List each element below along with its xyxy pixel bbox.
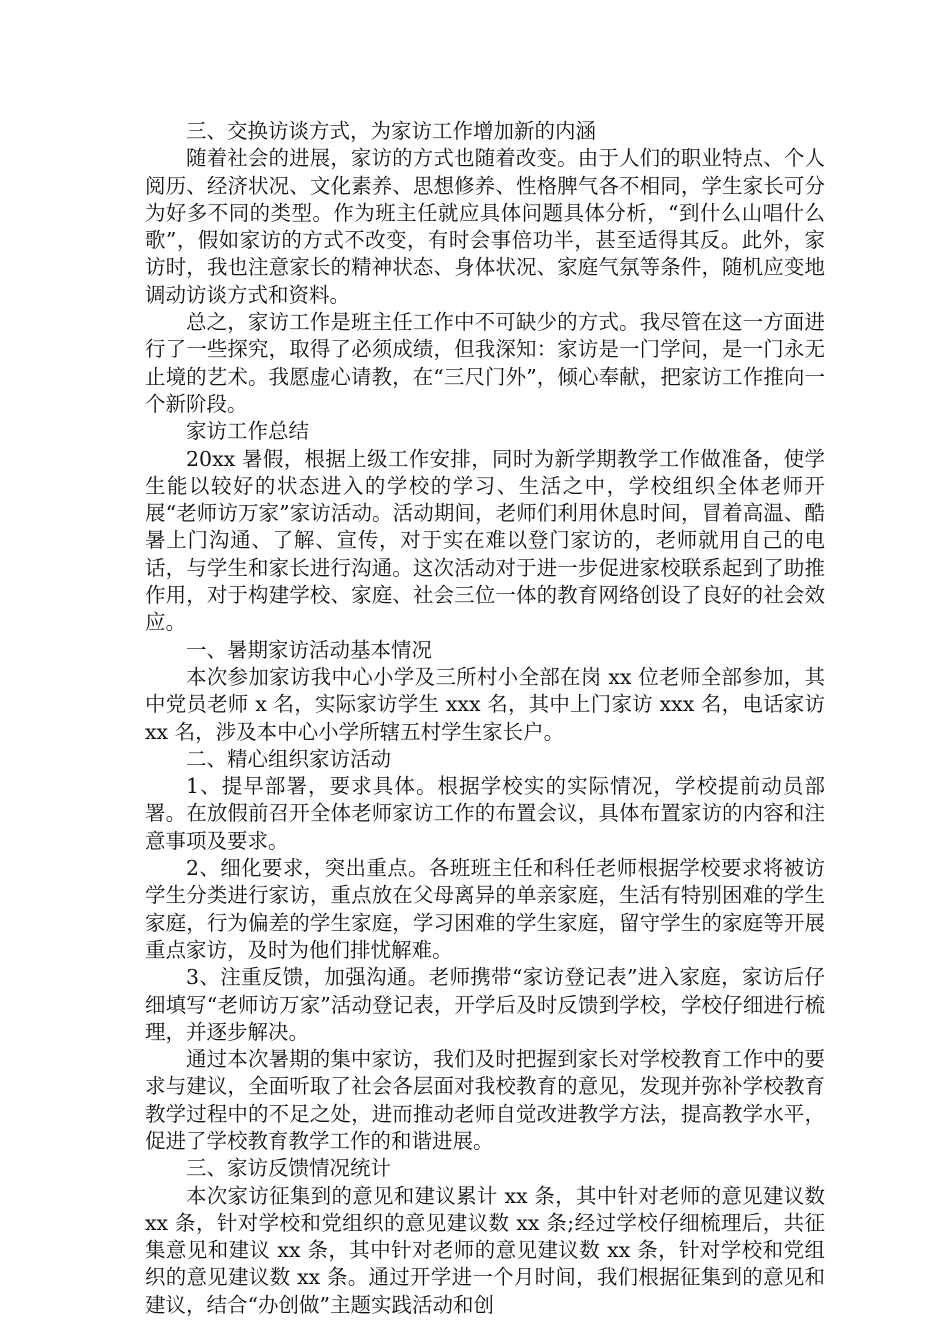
- paragraph-social-progress: 随着社会的进展，家访的方式也随着改变。由于人们的职业特点、个人阅历、经济状况、文化素养、思想修养、性格脾气各不相同，学生家长可分为好多不同的类型。作为班主任就应具体问题具体分析，“到什么山唱什么歌”，假如家访的方式不改变，有时会事倍功半，甚至适得其反。此外，家访时，我也注意家长的精神状态、身体状况、家庭气氛等条件，随机应变地调动访谈方式和资料。: [145, 146, 825, 307]
- paragraph-item-2: 2、细化要求，突出重点。各班班主任和科任老师根据学校要求将被访学生分类进行家访，重点放在父母离异的单亲家庭，生活有特别困难的学生家庭，行为偏差的学生家庭，学习困难的学生家庭，留守学生的家庭等开展重点家访，及时为他们排忧解难。: [145, 856, 825, 962]
- section-heading-exchange-interview: 三、交换访谈方式，为家访工作增加新的内涵: [186, 119, 596, 143]
- paragraph-item-1: 1、提早部署，要求具体。根据学校实的实际情况，学校提前动员部署。在放假前召开全体老师家访工作的布置会议，具体布置家访的内容和注意事项及要求。: [145, 774, 825, 853]
- paragraph-summary-conclusion: 总之，家访工作是班主任工作中不可缺少的方式。我尽管在这一方面进行了一些探究，取得了必须成绩，但我深知：家访是一门学问，是一门永无止境的艺术。我愿虚心请教，在“三尺门外”，倾心奉献，把家访工作推向一个新阶段。: [145, 310, 825, 416]
- paragraph-feedback-details: 本次家访征集到的意见和建议累计 xx 条，其中针对老师的意见建议数 xx 条，针对学校和党组织的意见建议数 xx 条;经过学校仔细梳理后，共征集意见和建议 xx 条，其中针对老师的意见建议数 xx 条，针对学校和党组织的意见建议数 xx 条。通过开学进一个月时间，我们根据征集到的意见和建议，结合“办创做”主题实践活动和创: [145, 1183, 825, 1317]
- paragraph-outcome: 通过本次暑期的集中家访，我们及时把握到家长对学校教育工作中的要求与建议，全面听取了社会各层面对我校教育的意见，发现并弥补学校教育教学过程中的不足之处，进而推动老师自觉改进教学方法，提高教学水平，促进了学校教育教学工作的和谐进展。: [145, 1047, 825, 1153]
- section-heading-organize-activity: 二、精心组织家访活动: [186, 746, 391, 771]
- document-title-home-visit-summary: 家访工作总结: [186, 419, 309, 444]
- paragraph-participation: 本次参加家访我中心小学及三所村小全部在岗 xx 位老师全部参加，其中党员老师 x 名，实际家访学生 xxx 名，其中上门家访 xxx 名，电话家访 xx 名，涉及本中心小学所辖五村学生家长户。: [145, 664, 825, 744]
- section-heading-feedback-stats: 三、家访反馈情况统计: [186, 1156, 391, 1181]
- section-heading-basic-situation: 一、暑期家访活动基本情况: [186, 637, 432, 662]
- paragraph-summer-intro: 20xx 暑假，根据上级工作安排，同时为新学期教学工作做准备，使学生能以较好的状态进入的学校的学习、生活之中，学校组织全体老师开展“老师访万家”家访活动。活动期间，老师们利用休息时间，冒着高温、酷暑上门沟通、了解、宣传，对于实在难以登门家访的，老师就用自己的电话，与学生和家长进行沟通。这次活动对于进一步促进家校联系起到了助推作用，对于构建学校、家庭、社会三位一体的教育网络创设了良好的社会效应。: [145, 446, 825, 635]
- document-page: [145, 118, 825, 1319]
- paragraph-item-3: 3、注重反馈，加强沟通。老师携带“家访登记表”进入家庭，家访后仔细填写“老师访万家”活动登记表，开学后及时反馈到学校，学校仔细进行梳理，并逐步解决。: [145, 965, 825, 1044]
